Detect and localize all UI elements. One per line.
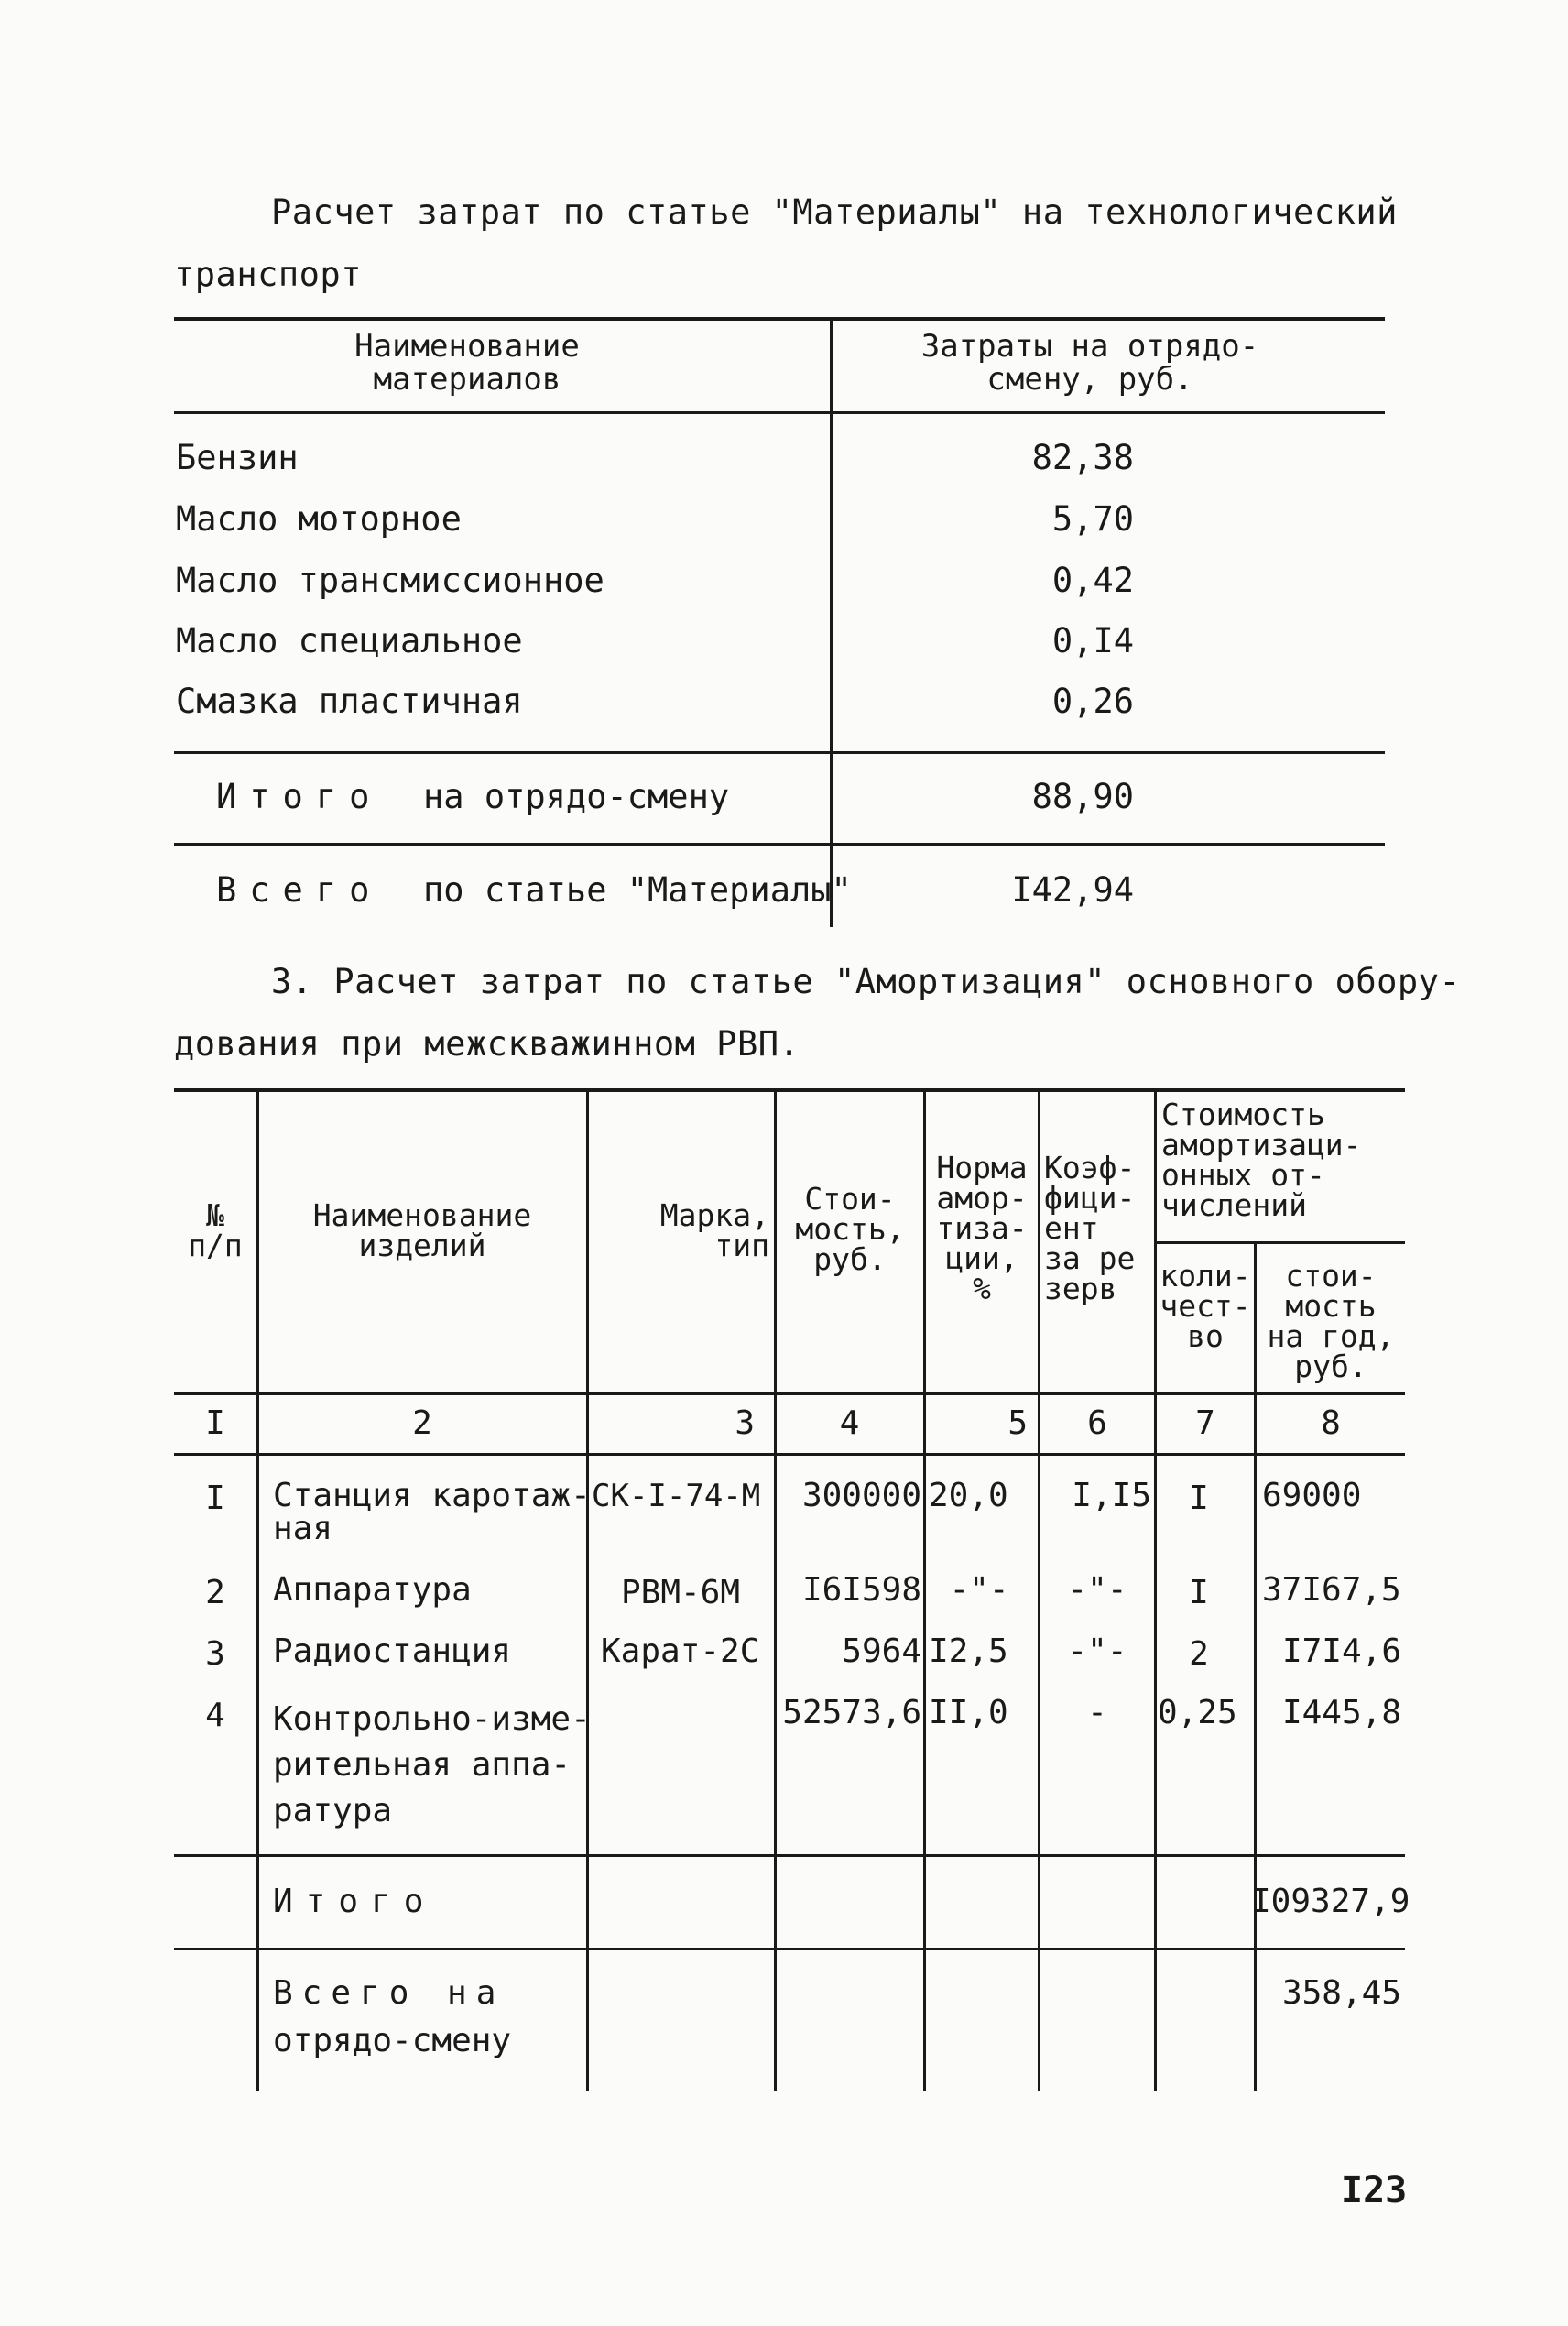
table-column-rule [923,1090,926,2091]
page-number: I23 [1341,2169,1408,2211]
header-amortization-group: Стоимость амортизаци- онных от- числений [1161,1097,1362,1223]
total-value: 88,90 [1031,777,1134,816]
table-column-rule [586,1090,589,2091]
item-name: Аппаратура [273,1571,472,1609]
header-annual-cost: стои- мость на год, руб. [1267,1258,1395,1384]
column-number: 5 [1007,1404,1028,1442]
table-rule [174,317,1385,321]
item-annual-cost: 37I67,5 [1262,1571,1401,1609]
item-norm: 20,0 [929,1477,1008,1514]
item-cost: 5964 [842,1633,921,1670]
item-cost: 300000 [801,1477,921,1514]
row-number: 2 [205,1574,225,1611]
item-name: Станция каротаж- ная [273,1477,591,1547]
table-rule [174,1854,1405,1857]
grand-total-label-suffix: по статье "Материалы" [423,870,852,910]
item-coefficient: -"- [1067,1633,1127,1670]
grand-total-value: I42,94 [1011,870,1134,910]
grand-total-label: Всего на [273,1974,506,2012]
item-brand: СК-I-74-М [592,1478,761,1514]
item-annual-cost: I445,8 [1281,1694,1401,1731]
grand-total-value: 358,45 [1281,1974,1401,2012]
item-name: Контрольно-изме- рительная аппа- ратура [273,1700,591,1829]
header-brand: Марка, тип [659,1197,769,1263]
column-number: 3 [735,1404,755,1442]
column-number: I [205,1404,225,1442]
material-cost: 82,38 [1031,438,1134,477]
item-brand: РВМ-6М [620,1574,741,1611]
material-cost: 5,70 [1051,499,1134,539]
item-norm: I2,5 [929,1633,1008,1670]
material-name: Масло моторное [176,499,462,539]
row-number: I [205,1480,225,1517]
table-column-rule [256,1090,259,2091]
material-name: Смазка пластичная [176,682,523,721]
item-quantity: I [1189,1574,1209,1611]
total-label: Итого [273,1883,437,1920]
column-header-materials: Наименование материалов [354,328,580,398]
section3-title-line2: дования при межскважинном РВП. [174,1024,800,1064]
table-rule [174,843,1385,846]
header-item-name: Наименование изделий [312,1197,532,1263]
table-rule [174,1453,1405,1456]
header-cost: Стои- мость, руб. [795,1181,905,1277]
section3-title-line1: 3. Расчет затрат по статье "Амортизация" основного обору- [271,962,1461,1001]
column-number: 4 [839,1404,860,1442]
section1-title-line1: Расчет затрат по статье "Материалы" на технологический [271,192,1398,232]
material-cost: 0,42 [1051,561,1134,600]
table-rule [174,751,1385,754]
material-name: Масло трансмиссионное [176,561,604,600]
header-amortization-norm: Норма амор- тиза- ции, % [936,1150,1028,1306]
table-rule [174,1948,1405,1950]
table-rule [174,1392,1405,1395]
total-label-suffix: на отрядо-смену [423,777,730,816]
column-number: 6 [1087,1404,1107,1442]
item-coefficient: I,I5 [1072,1477,1151,1514]
row-number: 3 [205,1635,225,1673]
total-value: I09327,9 [1251,1883,1410,1920]
section1-title-line2: транспорт [174,255,362,294]
material-cost: 0,26 [1051,682,1134,721]
row-number: 4 [205,1697,225,1734]
item-annual-cost: I7I4,6 [1281,1633,1401,1670]
table-column-rule [830,319,833,927]
table-rule [174,1088,1405,1092]
item-norm: -"- [949,1571,1009,1609]
item-cost: 52573,6 [782,1694,921,1731]
column-header-cost: Затраты на отрядо- смену, руб. [920,328,1259,398]
item-coefficient: - [1087,1694,1107,1731]
item-cost: I6I598 [801,1571,921,1609]
total-label: Итого [216,777,383,816]
column-number: 7 [1195,1404,1215,1442]
item-name: Радиостанция [273,1633,512,1670]
material-name: Масло специальное [176,621,523,661]
item-norm: II,0 [929,1694,1008,1731]
header-reserve-coefficient: Коэф- фици- ент за ре зерв [1044,1150,1136,1306]
item-quantity: 0,25 [1158,1694,1237,1731]
material-name: Бензин [176,438,299,477]
table-rule [174,411,1385,414]
table-column-rule [1038,1090,1040,2091]
grand-total-label-line2: отрядо-смену [273,2022,512,2059]
item-coefficient: -"- [1067,1571,1127,1609]
item-brand: Карат-2С [601,1633,760,1670]
table-column-rule [774,1090,777,2091]
table-rule [1156,1241,1405,1244]
header-quantity: коли- чест- во [1160,1258,1251,1354]
item-quantity: 2 [1189,1635,1209,1673]
table-column-rule [1154,1090,1157,2091]
grand-total-label: Всего [216,870,383,910]
column-number: 2 [412,1404,432,1442]
item-quantity: I [1189,1480,1209,1517]
header-number: № п/п [188,1197,243,1263]
item-annual-cost: 69000 [1262,1477,1362,1514]
column-number: 8 [1321,1404,1341,1442]
material-cost: 0,I4 [1051,621,1134,661]
